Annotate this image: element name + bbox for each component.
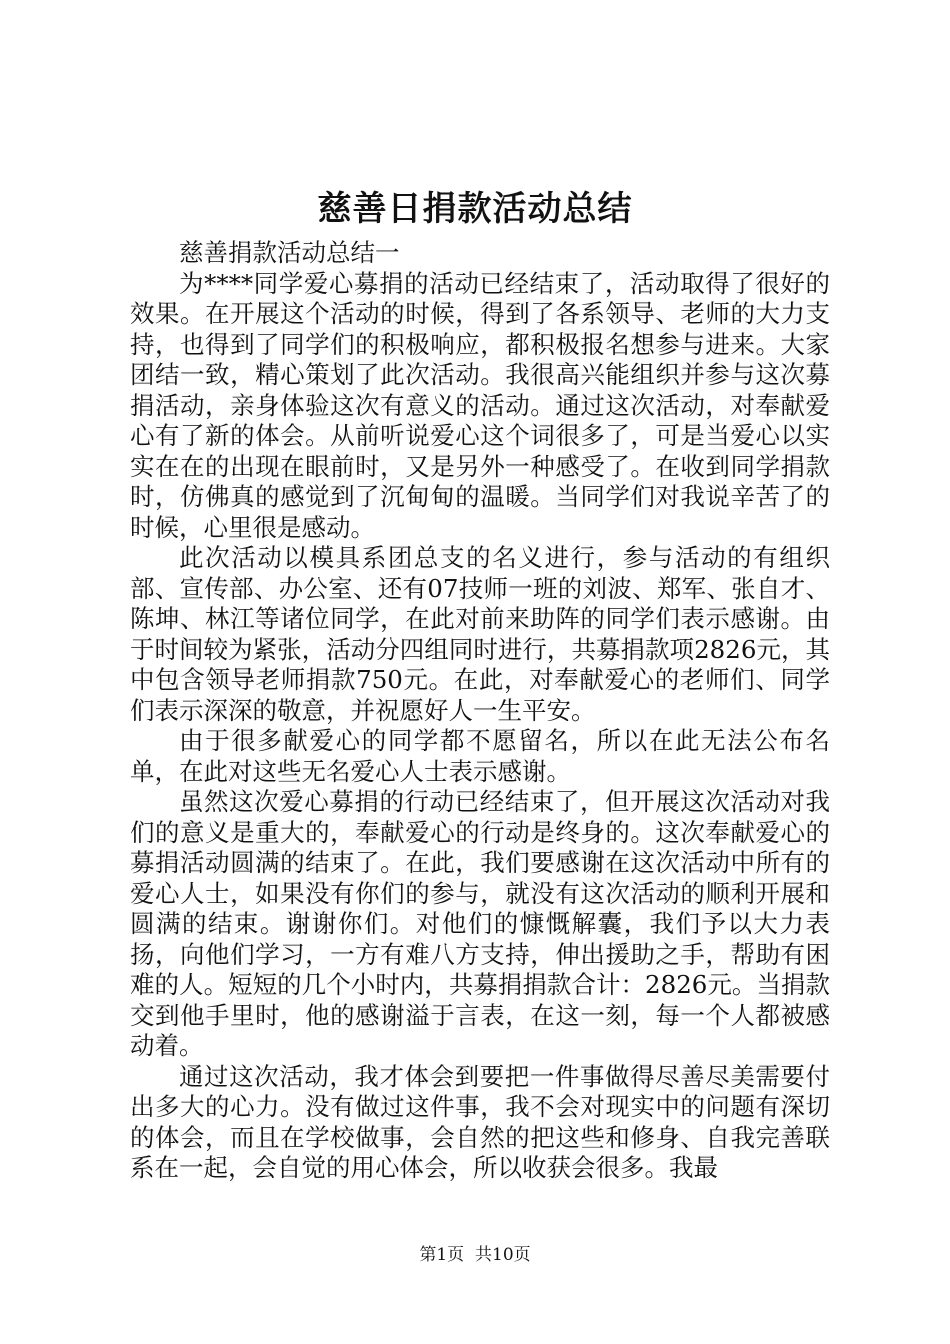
page-number: 第1页 [419,1245,465,1265]
page-total: 共10页 [475,1245,531,1265]
paragraph: 此次活动以模具系团总支的名义进行，参与活动的有组织部、宣传部、办公室、还有07技师一班的刘波、郑军、张自才、陈坤、林江等诸位同学，在此对前来助阵的同学们表示感谢。由于时间较为紧张，活动分四组同时进行，共募捐款项2826元，其中包含领导老师捐款750元。在此，对奉献爱心的老师们、同学们表示深深的敬意，并祝愿好人一生平安。 [130,543,830,725]
document-title: 慈善日捐款活动总结 [317,189,633,229]
paragraph: 由于很多献爱心的同学都不愿留名，所以在此无法公布名单，在此对这些无名爱心人士表示感谢。 [130,726,830,786]
paragraph: 通过这次活动，我才体会到要把一件事做得尽善尽美需要付出多大的心力。没有做过这件事，我不会对现实中的问题有深切的体会，而且在学校做事，会自然的把这些和修身、自我完善联系在一起，会自觉的用心体会，所以收获会很多。我最 [130,1061,830,1182]
paragraph: 虽然这次爱心募捐的行动已经结束了，但开展这次活动对我们的意义是重大的，奉献爱心的行动是终身的。这次奉献爱心的募捐活动圆满的结束了。在此，我们要感谢在这次活动中所有的爱心人士，如果没有你们的参与，就没有这次活动的顺利开展和圆满的结束。谢谢你们。对他们的慷慨解囊，我们予以大力表扬，向他们学习，一方有难八方支持，伸出援助之手，帮助有困难的人。短短的几个小时内，共募捐捐款合计：2826元。当捐款交到他手里时，他的感谢溢于言表，在这一刻，每一个人都被感动着。 [130,787,830,1060]
subheading: 慈善捐款活动总结一 [179,238,400,267]
document-body [130,238,830,1184]
page-footer [0,1244,950,1266]
paragraph: 为****同学爱心募捐的活动已经结束了，活动取得了很好的效果。在开展这个活动的时候，得到了各系领导、老师的大力支持，也得到了同学们的积极响应，都积极报名想参与进来。大家团结一致，精心策划了此次活动。我很高兴能组织并参与这次募捐活动，亲身体验这次有意义的活动。通过这次活动，对奉献爱心有了新的体会。从前听说爱心这个词很多了，可是当爱心以实实在在的出现在眼前时，又是另外一种感受了。在收到同学捐款时，仿佛真的感觉到了沉甸甸的温暖。当同学们对我说辛苦了的时候，心里很是感动。 [130,268,830,542]
